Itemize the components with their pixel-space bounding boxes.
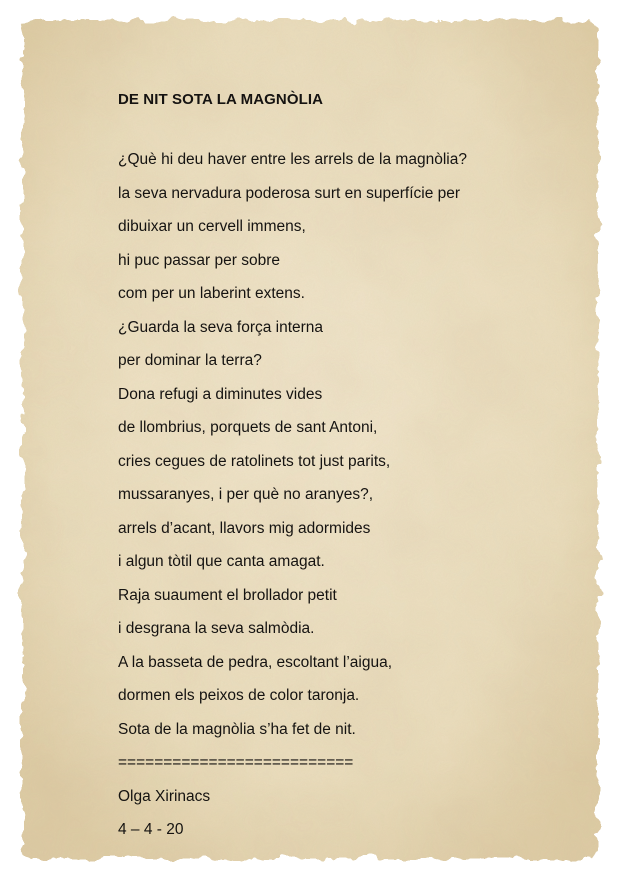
poem-line: arrels d’acant, llavors mig adormides — [118, 519, 371, 537]
poem-line: com per un laberint extens. — [118, 285, 305, 302]
poem-line: per dominar la terra? — [118, 352, 262, 369]
poem-line: i algun tòtil que canta amagat. — [118, 553, 325, 570]
poem-line: cries cegues de ratolinets tot just parits, — [118, 452, 391, 470]
poem-line: i desgrana la seva salmòdia. — [118, 620, 315, 637]
poem-line: Raja suaument el brollador petit — [118, 586, 337, 604]
poem-line: ¿Guarda la seva força interna — [118, 318, 324, 336]
poem-title: DE NIT SOTA LA MAGNÒLIA — [118, 91, 324, 108]
separator-line: ========================== — [118, 754, 354, 771]
author-name: Olga Xirinacs — [118, 787, 211, 805]
poem-line: Sota de la magnòlia s’ha fet de nit. — [118, 720, 356, 738]
poem-line: ¿Què hi deu haver entre les arrels de la magnòlia? — [118, 151, 467, 168]
poem-line: A la basseta de pedra, escoltant l’aigua, — [118, 653, 393, 671]
poem — [118, 86, 588, 847]
poem-lines — [118, 143, 588, 847]
poem-line: dibuixar un cervell immens, — [118, 218, 306, 235]
poem-line: de llombrius, porquets de sant Antoni, — [118, 419, 378, 436]
poem-line: dormen els peixos de color taronja. — [118, 687, 360, 704]
poem-date: 4 – 4 - 20 — [118, 821, 184, 838]
poem-line: Dona refugi a diminutes vides — [118, 385, 323, 403]
poem-line: hi puc passar per sobre — [118, 251, 280, 269]
poem-line: la seva nervadura poderosa surt en superfície per — [118, 184, 461, 202]
poem-line: mussaranyes, i per què no aranyes?, — [118, 486, 374, 503]
